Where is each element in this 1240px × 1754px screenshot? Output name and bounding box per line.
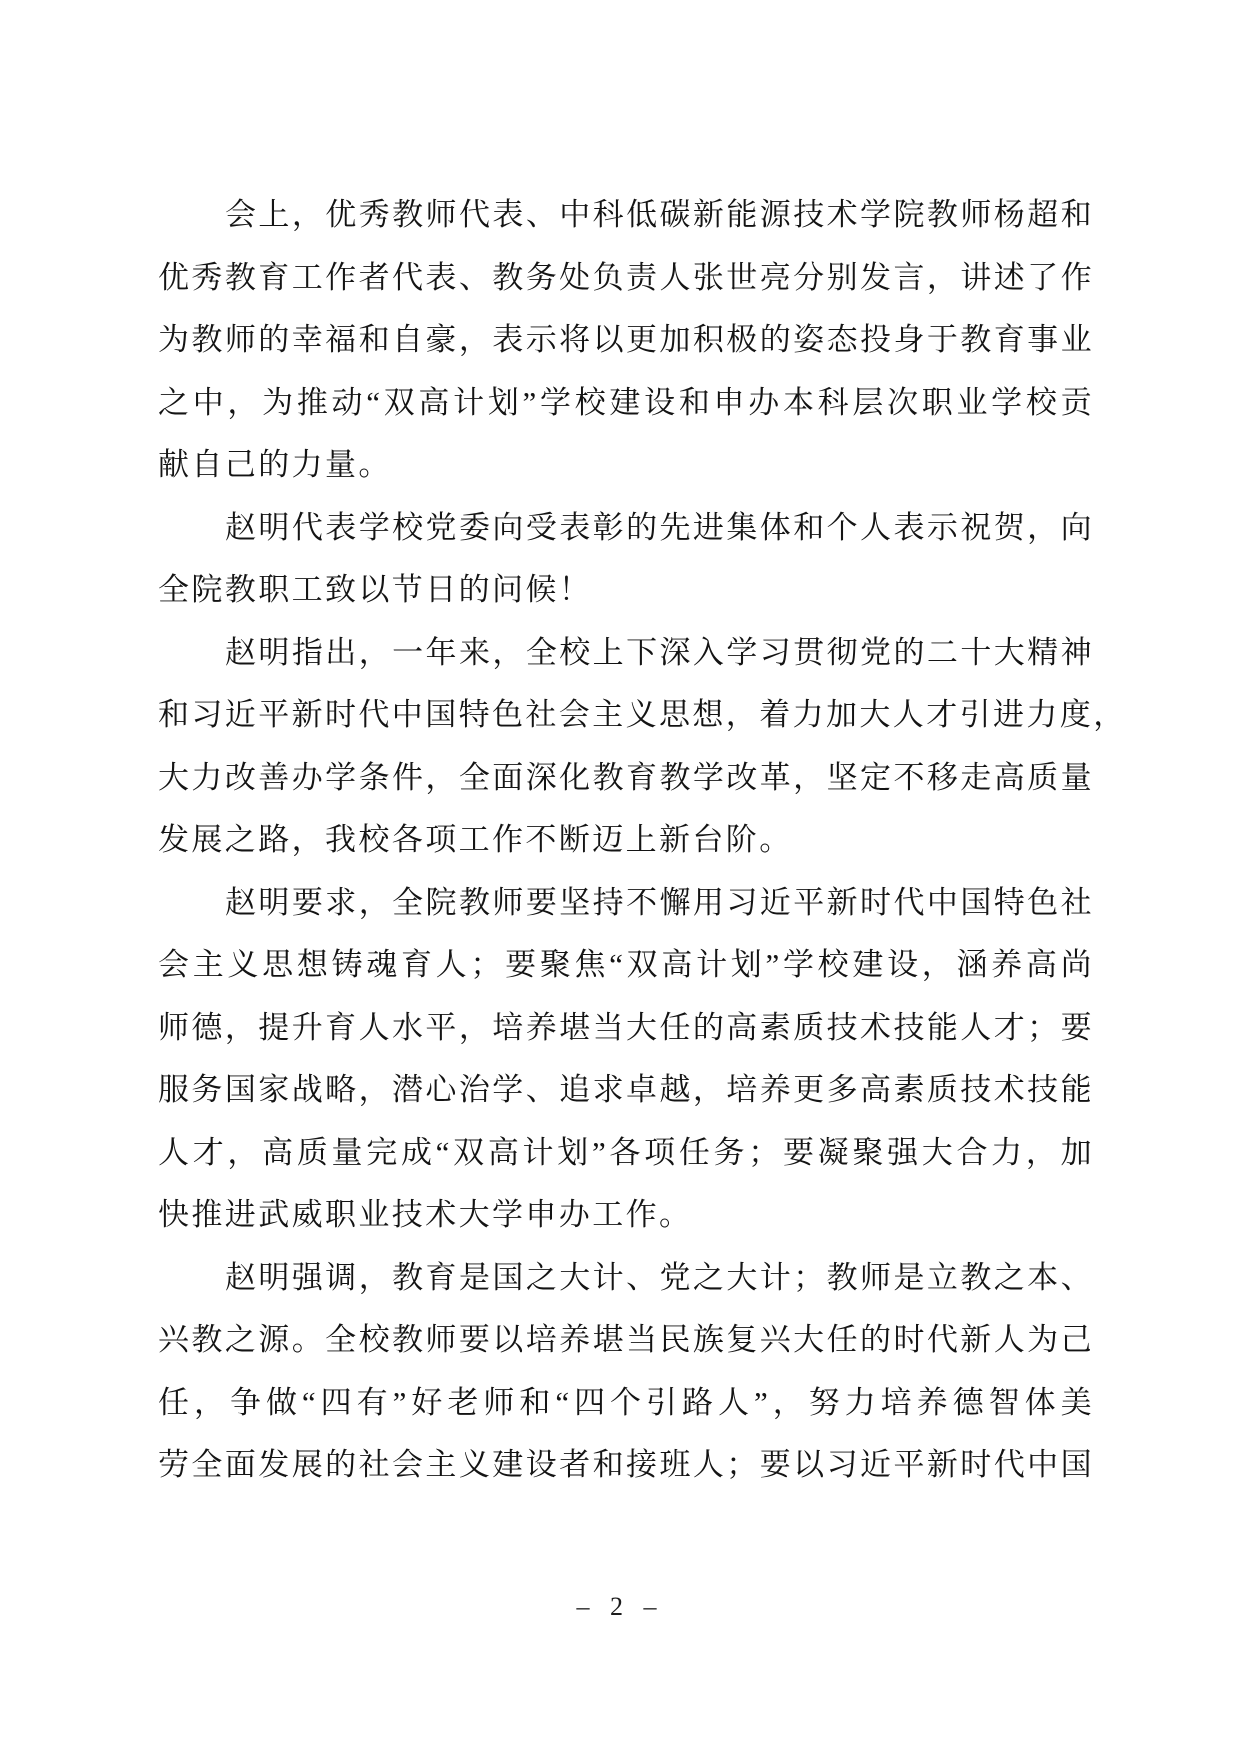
text-line: 发展之路，我校各项工作不断迈上新台阶。 xyxy=(158,822,793,857)
paragraph-5 xyxy=(158,1247,1094,1497)
text-line: 赵明要求，全院教师要坚持不懈用习近平新时代中国特色社 xyxy=(225,884,1094,920)
text-line: 和习近平新时代中国特色社会主义思想，着力加大人才引进力度， xyxy=(158,697,1127,732)
text-line: 劳全面发展的社会主义建设者和接班人；要以习近平新时代中国 xyxy=(158,1447,1094,1482)
text-line: 赵明强调，教育是国之大计、党之大计；教师是立教之本、 xyxy=(225,1259,1094,1295)
text-line: 献自己的力量。 xyxy=(158,447,392,482)
text-line: 人才，高质量完成“双高计划”各项任务；要凝聚强大合力，加 xyxy=(158,1134,1094,1170)
text-line: 服务国家战略，潜心治学、追求卓越，培养更多高素质技术技能 xyxy=(158,1072,1094,1107)
text-line: 全院教职工致以节日的问候！ xyxy=(158,572,593,607)
text-line: 快推进武威职业技术大学申办工作。 xyxy=(158,1197,693,1232)
paragraph-2 xyxy=(158,497,1094,622)
page-number: – 2 – xyxy=(576,1592,664,1621)
page-footer xyxy=(0,1592,1240,1622)
text-line: 大力改善办学条件，全面深化教育教学改革，坚定不移走高质量 xyxy=(158,759,1094,795)
text-line: 任，争做“四有”好老师和“四个引路人”，努力培养德智体美 xyxy=(158,1384,1094,1420)
paragraph-3 xyxy=(158,622,1127,872)
text-line: 优秀教育工作者代表、教务处负责人张世亮分别发言，讲述了作 xyxy=(158,259,1094,295)
text-line: 赵明代表学校党委向受表彰的先进集体和个人表示祝贺，向 xyxy=(225,509,1094,545)
text-line: 之中，为推动“双高计划”学校建设和申办本科层次职业学校贡 xyxy=(158,384,1094,420)
text-line: 赵明指出，一年来，全校上下深入学习贯彻党的二十大精神 xyxy=(225,634,1094,670)
paragraph-1 xyxy=(158,184,1094,497)
text-line: 师德，提升育人水平，培养堪当大任的高素质技术技能人才；要 xyxy=(158,1009,1094,1045)
text-line: 会上，优秀教师代表、中科低碳新能源技术学院教师杨超和 xyxy=(225,197,1094,232)
text-line: 兴教之源。全校教师要以培养堪当民族复兴大任的时代新人为己 xyxy=(158,1322,1094,1357)
paragraph-4 xyxy=(158,872,1094,1247)
text-line: 为教师的幸福和自豪，表示将以更加积极的姿态投身于教育事业 xyxy=(158,322,1094,357)
body-text xyxy=(158,184,1127,1497)
text-line: 会主义思想铸魂育人；要聚焦“双高计划”学校建设，涵养高尚 xyxy=(158,947,1094,982)
